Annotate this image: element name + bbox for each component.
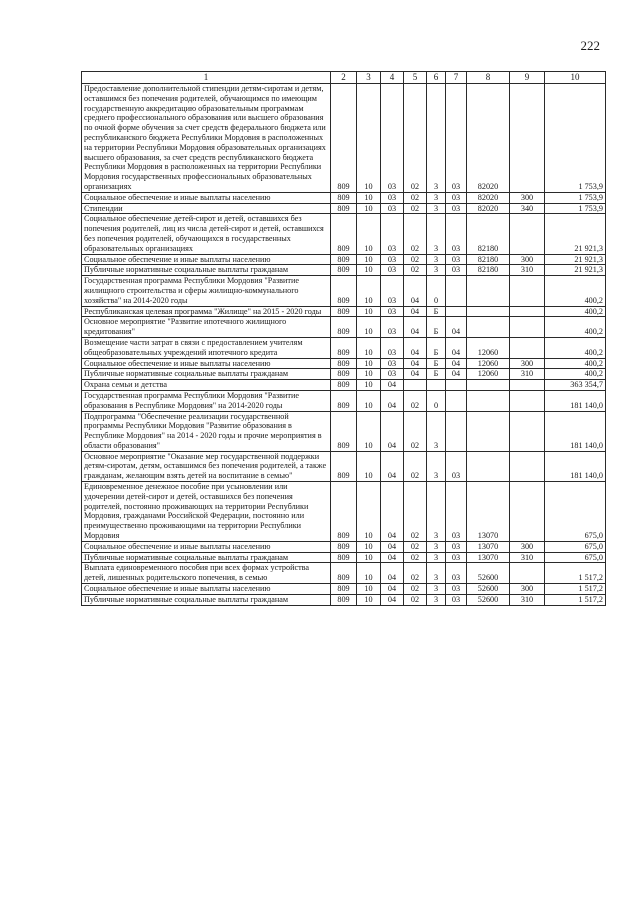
ministry-code: 809	[331, 411, 357, 451]
column-header: 3	[357, 72, 381, 84]
program-code: 02	[404, 203, 427, 214]
row-description: Основное мероприятие "Оказание мер государственной поддержки детям-сиротам, детям, оставшимся без попечения родителей, а также гражданам, желающим взять детей на воспитание в семью"	[82, 451, 331, 481]
direction-code: 12060	[467, 337, 510, 358]
section-code: 10	[357, 380, 381, 391]
subprogram-code: 3	[427, 411, 446, 451]
budget-table	[81, 71, 606, 606]
section-code: 10	[357, 214, 381, 254]
subsection-code: 04	[381, 451, 404, 481]
activity-code: 03	[446, 203, 467, 214]
ministry-code: 809	[331, 254, 357, 265]
direction-code	[467, 411, 510, 451]
direction-code: 82180	[467, 214, 510, 254]
activity-code: 03	[446, 552, 467, 563]
ministry-code: 809	[331, 380, 357, 391]
subsection-code: 03	[381, 306, 404, 317]
row-description: Единовременное денежное пособие при усыновлении или удочерении детей-сирот и детей, оставшихся без попечения родителей, постоянно проживающих на территории Республики Мордовия, гражданами Российской Федерации, постоянно или преимущественно проживающими на территории Республики Мордовия	[82, 482, 331, 542]
ministry-code: 809	[331, 306, 357, 317]
program-code: 02	[404, 192, 427, 203]
subprogram-code: Б	[427, 358, 446, 369]
expense-type-code: 300	[510, 192, 545, 203]
column-header: 5	[404, 72, 427, 84]
amount-cell: 21 921,3	[545, 214, 606, 254]
row-description: Социальное обеспечение и иные выплаты населению	[82, 358, 331, 369]
activity-code: 04	[446, 358, 467, 369]
row-description: Государственная программа Республики Мордовия "Развитие образования в Республике Мордовия" на 2014-2020 годы	[82, 390, 331, 411]
expense-type-code: 300	[510, 541, 545, 552]
row-description: Предоставление дополнительной стипендии детям-сиротам и детям, оставшимся без попечения родителей, обучающимся по имеющим государственную аккредитацию образовательным программам среднего профессионального образования или высшего образования по очной форме обучения за счет средств федерального бюджета или республиканского бюджета Республики Мордовия в расположенных на территории Республики Мордовия образовательных организациях высшего образования, за счет средств республиканского бюджета Республики Мордовия в расположенных на территории Республики Мордовия государственных профессиональных образовательных организациях	[82, 84, 331, 193]
program-code	[404, 380, 427, 391]
section-code: 10	[357, 482, 381, 542]
amount-cell: 1 517,2	[545, 594, 606, 605]
table-row	[82, 594, 606, 605]
table-row	[82, 192, 606, 203]
section-code: 10	[357, 317, 381, 338]
ministry-code: 809	[331, 276, 357, 306]
subsection-code: 03	[381, 254, 404, 265]
subprogram-code: 3	[427, 482, 446, 542]
activity-code: 03	[446, 254, 467, 265]
expense-type-code: 300	[510, 254, 545, 265]
subsection-code: 04	[381, 411, 404, 451]
program-code: 02	[404, 594, 427, 605]
direction-code	[467, 276, 510, 306]
row-description: Социальное обеспечение и иные выплаты населению	[82, 192, 331, 203]
subprogram-code: 3	[427, 594, 446, 605]
subsection-code: 03	[381, 192, 404, 203]
expense-type-code: 300	[510, 358, 545, 369]
table-row	[82, 541, 606, 552]
direction-code: 82180	[467, 265, 510, 276]
direction-code: 13070	[467, 482, 510, 542]
activity-code: 03	[446, 482, 467, 542]
column-header: 10	[545, 72, 606, 84]
activity-code	[446, 411, 467, 451]
amount-cell: 1 517,2	[545, 563, 606, 584]
table-row	[82, 358, 606, 369]
amount-cell: 363 354,7	[545, 380, 606, 391]
section-code: 10	[357, 203, 381, 214]
section-code: 10	[357, 541, 381, 552]
amount-cell: 400,2	[545, 337, 606, 358]
amount-cell: 181 140,0	[545, 390, 606, 411]
table-row	[82, 203, 606, 214]
amount-cell: 181 140,0	[545, 451, 606, 481]
ministry-code: 809	[331, 482, 357, 542]
subprogram-code: Б	[427, 317, 446, 338]
expense-type-code	[510, 411, 545, 451]
direction-code: 82020	[467, 192, 510, 203]
activity-code: 04	[446, 317, 467, 338]
column-header: 1	[82, 72, 331, 84]
ministry-code: 809	[331, 584, 357, 595]
program-code: 02	[404, 390, 427, 411]
expense-type-code	[510, 306, 545, 317]
amount-cell: 1 753,9	[545, 84, 606, 193]
expense-type-code	[510, 563, 545, 584]
row-description: Возмещение части затрат в связи с предоставлением учителям общеобразовательных учреждений ипотечного кредита	[82, 337, 331, 358]
table-row	[82, 552, 606, 563]
activity-code	[446, 276, 467, 306]
program-code: 04	[404, 306, 427, 317]
amount-cell: 400,2	[545, 369, 606, 380]
amount-cell: 1 517,2	[545, 584, 606, 595]
amount-cell: 21 921,3	[545, 265, 606, 276]
column-header: 2	[331, 72, 357, 84]
program-code: 02	[404, 584, 427, 595]
amount-cell: 675,0	[545, 482, 606, 542]
header-row	[82, 72, 606, 84]
subsection-code: 04	[381, 563, 404, 584]
section-code: 10	[357, 337, 381, 358]
row-description: Социальное обеспечение и иные выплаты населению	[82, 541, 331, 552]
direction-code	[467, 380, 510, 391]
section-code: 10	[357, 265, 381, 276]
section-code: 10	[357, 390, 381, 411]
section-code: 10	[357, 563, 381, 584]
page-number: 222	[580, 38, 600, 53]
program-code: 02	[404, 552, 427, 563]
activity-code	[446, 380, 467, 391]
ministry-code: 809	[331, 265, 357, 276]
subsection-code: 04	[381, 541, 404, 552]
table-row	[82, 390, 606, 411]
ministry-code: 809	[331, 337, 357, 358]
ministry-code: 809	[331, 390, 357, 411]
subsection-code: 04	[381, 390, 404, 411]
subprogram-code: 3	[427, 265, 446, 276]
expense-type-code	[510, 451, 545, 481]
section-code: 10	[357, 358, 381, 369]
subsection-code: 04	[381, 584, 404, 595]
row-description: Публичные нормативные социальные выплаты гражданам	[82, 265, 331, 276]
ministry-code: 809	[331, 451, 357, 481]
row-description: Выплата единовременного пособия при всех формах устройства детей, лишенных родительского попечения, в семью	[82, 563, 331, 584]
row-description: Социальное обеспечение и иные выплаты населению	[82, 254, 331, 265]
activity-code: 04	[446, 337, 467, 358]
expense-type-code	[510, 337, 545, 358]
amount-cell: 1 753,9	[545, 203, 606, 214]
table-row	[82, 369, 606, 380]
section-code: 10	[357, 584, 381, 595]
row-description: Основное мероприятие "Развитие ипотечного жилищного кредитования"	[82, 317, 331, 338]
section-code: 10	[357, 552, 381, 563]
subprogram-code: 3	[427, 451, 446, 481]
section-code: 10	[357, 451, 381, 481]
subprogram-code: 3	[427, 552, 446, 563]
subprogram-code: 3	[427, 541, 446, 552]
row-description: Публичные нормативные социальные выплаты гражданам	[82, 369, 331, 380]
amount-cell: 400,2	[545, 306, 606, 317]
program-code: 02	[404, 214, 427, 254]
expense-type-code	[510, 317, 545, 338]
direction-code: 12060	[467, 358, 510, 369]
section-code: 10	[357, 276, 381, 306]
ministry-code: 809	[331, 317, 357, 338]
row-description: Республиканская целевая программа "Жилище" на 2015 - 2020 годы	[82, 306, 331, 317]
direction-code: 82020	[467, 84, 510, 193]
ministry-code: 809	[331, 594, 357, 605]
activity-code: 03	[446, 84, 467, 193]
ministry-code: 809	[331, 541, 357, 552]
ministry-code: 809	[331, 214, 357, 254]
program-code: 02	[404, 482, 427, 542]
table-row	[82, 276, 606, 306]
ministry-code: 809	[331, 192, 357, 203]
program-code: 04	[404, 358, 427, 369]
subprogram-code: 3	[427, 192, 446, 203]
subprogram-code: 3	[427, 84, 446, 193]
amount-cell: 400,2	[545, 317, 606, 338]
subsection-code: 03	[381, 337, 404, 358]
ministry-code: 809	[331, 84, 357, 193]
program-code: 04	[404, 337, 427, 358]
subprogram-code: 3	[427, 214, 446, 254]
program-code: 02	[404, 541, 427, 552]
amount-cell: 181 140,0	[545, 411, 606, 451]
expense-type-code: 340	[510, 203, 545, 214]
subprogram-code: 3	[427, 584, 446, 595]
activity-code	[446, 306, 467, 317]
ministry-code: 809	[331, 563, 357, 584]
expense-type-code: 310	[510, 369, 545, 380]
direction-code	[467, 451, 510, 481]
section-code: 10	[357, 306, 381, 317]
expense-type-code	[510, 390, 545, 411]
section-code: 10	[357, 594, 381, 605]
expense-type-code	[510, 276, 545, 306]
subsection-code: 04	[381, 552, 404, 563]
subsection-code: 04	[381, 594, 404, 605]
direction-code	[467, 390, 510, 411]
subprogram-code: Б	[427, 306, 446, 317]
subsection-code: 04	[381, 482, 404, 542]
ministry-code: 809	[331, 552, 357, 563]
column-header: 9	[510, 72, 545, 84]
program-code: 02	[404, 451, 427, 481]
amount-cell: 400,2	[545, 358, 606, 369]
activity-code: 03	[446, 563, 467, 584]
direction-code: 52600	[467, 594, 510, 605]
direction-code: 13070	[467, 552, 510, 563]
activity-code: 03	[446, 541, 467, 552]
activity-code	[446, 390, 467, 411]
section-code: 10	[357, 411, 381, 451]
direction-code: 82020	[467, 203, 510, 214]
section-code: 10	[357, 254, 381, 265]
column-header: 6	[427, 72, 446, 84]
expense-type-code	[510, 380, 545, 391]
row-description: Публичные нормативные социальные выплаты гражданам	[82, 594, 331, 605]
direction-code: 12060	[467, 369, 510, 380]
subprogram-code: 0	[427, 276, 446, 306]
subsection-code: 03	[381, 84, 404, 193]
program-code: 02	[404, 84, 427, 193]
activity-code: 03	[446, 451, 467, 481]
activity-code: 03	[446, 214, 467, 254]
activity-code: 03	[446, 265, 467, 276]
ministry-code: 809	[331, 358, 357, 369]
program-code: 02	[404, 563, 427, 584]
subsection-code: 03	[381, 203, 404, 214]
direction-code: 13070	[467, 541, 510, 552]
program-code: 02	[404, 411, 427, 451]
table-body	[82, 84, 606, 606]
row-description: Социальное обеспечение детей-сирот и детей, оставшихся без попечения родителей, лиц из числа детей-сирот и детей, оставшихся без попечения родителей, обучающихся в государственных образовательных организациях	[82, 214, 331, 254]
row-description: Стипендии	[82, 203, 331, 214]
direction-code	[467, 317, 510, 338]
row-description: Социальное обеспечение и иные выплаты населению	[82, 584, 331, 595]
expense-type-code: 310	[510, 594, 545, 605]
section-code: 10	[357, 369, 381, 380]
table-row	[82, 482, 606, 542]
section-code: 10	[357, 84, 381, 193]
expense-type-code	[510, 214, 545, 254]
activity-code: 03	[446, 192, 467, 203]
subsection-code: 03	[381, 358, 404, 369]
program-code: 02	[404, 254, 427, 265]
table-row	[82, 380, 606, 391]
table-row	[82, 214, 606, 254]
expense-type-code: 300	[510, 584, 545, 595]
table-row	[82, 265, 606, 276]
subprogram-code: Б	[427, 337, 446, 358]
expense-type-code: 310	[510, 552, 545, 563]
subprogram-code: 3	[427, 563, 446, 584]
column-header: 4	[381, 72, 404, 84]
table-row	[82, 306, 606, 317]
subprogram-code: 3	[427, 203, 446, 214]
activity-code: 03	[446, 594, 467, 605]
program-code: 04	[404, 317, 427, 338]
table-row	[82, 563, 606, 584]
amount-cell: 1 753,9	[545, 192, 606, 203]
activity-code: 03	[446, 584, 467, 595]
amount-cell: 675,0	[545, 541, 606, 552]
direction-code: 82180	[467, 254, 510, 265]
table-row	[82, 84, 606, 193]
row-description: Публичные нормативные социальные выплаты гражданам	[82, 552, 331, 563]
table-row	[82, 451, 606, 481]
column-header: 7	[446, 72, 467, 84]
table-row	[82, 317, 606, 338]
subprogram-code	[427, 380, 446, 391]
expense-type-code	[510, 482, 545, 542]
amount-cell: 400,2	[545, 276, 606, 306]
ministry-code: 809	[331, 203, 357, 214]
direction-code: 52600	[467, 584, 510, 595]
amount-cell: 675,0	[545, 552, 606, 563]
program-code: 04	[404, 276, 427, 306]
program-code: 02	[404, 265, 427, 276]
expense-type-code: 310	[510, 265, 545, 276]
row-description: Государственная программа Республики Мордовия "Развитие жилищного строительства и сферы жилищно-коммунального хозяйства" на 2014-2020 годы	[82, 276, 331, 306]
row-description: Подпрограмма "Обеспечение реализации государственной программы Республики Мордовия "Развитие образования в Республике Мордовия" на 2014 - 2020 годы и прочие мероприятия в области образования"	[82, 411, 331, 451]
subsection-code: 03	[381, 317, 404, 338]
subsection-code: 03	[381, 276, 404, 306]
subsection-code: 03	[381, 369, 404, 380]
expense-type-code	[510, 84, 545, 193]
program-code: 04	[404, 369, 427, 380]
activity-code: 04	[446, 369, 467, 380]
subprogram-code: 3	[427, 254, 446, 265]
direction-code: 52600	[467, 563, 510, 584]
section-code: 10	[357, 192, 381, 203]
table-row	[82, 411, 606, 451]
subsection-code: 04	[381, 380, 404, 391]
amount-cell: 21 921,3	[545, 254, 606, 265]
table-row	[82, 584, 606, 595]
subsection-code: 03	[381, 265, 404, 276]
subprogram-code: 0	[427, 390, 446, 411]
subprogram-code: Б	[427, 369, 446, 380]
table-row	[82, 254, 606, 265]
table-row	[82, 337, 606, 358]
column-header: 8	[467, 72, 510, 84]
direction-code	[467, 306, 510, 317]
row-description: Охрана семьи и детства	[82, 380, 331, 391]
subsection-code: 03	[381, 214, 404, 254]
ministry-code: 809	[331, 369, 357, 380]
